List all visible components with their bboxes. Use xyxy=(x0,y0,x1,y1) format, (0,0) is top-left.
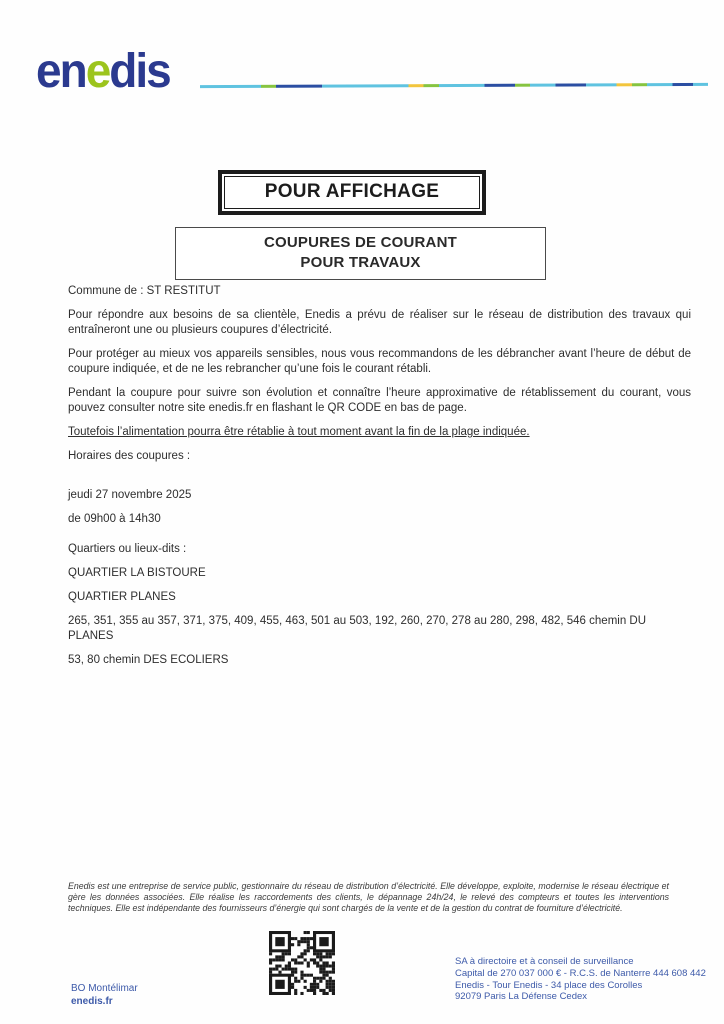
office-block xyxy=(71,982,138,1008)
subject-banner xyxy=(175,227,546,280)
outage-time: de 09h00 à 14h30 xyxy=(68,513,161,525)
commune-line: Commune de : ST RESTITUT xyxy=(68,285,221,297)
quartiers-label: Quartiers ou lieux-dits : xyxy=(68,543,187,555)
company-capital: Capital de 270 037 000 € - R.C.S. de Nanterre 444 608 442 xyxy=(455,967,706,979)
company-address: Enedis - Tour Enedis - 34 place des Corolles xyxy=(455,979,643,991)
schedule-label: Horaires des coupures : xyxy=(68,450,191,462)
qr-code xyxy=(269,931,335,995)
paragraph-intro: Pour répondre aux besoins de sa clientèle, Enedis a prévu de réaliser sur le réseau de distribution des travaux qui entraîneront une ou plusieurs coupures d’électricité. xyxy=(68,309,691,336)
quartier-item: 53, 80 chemin DES ECOLIERS xyxy=(68,654,229,666)
outage-date: jeudi 27 novembre 2025 xyxy=(68,489,192,501)
office-name: BO Montélimar xyxy=(71,983,138,994)
company-city: 92079 Paris La Défense Cedex xyxy=(455,991,588,1003)
logo-text-green: e xyxy=(85,42,110,98)
company-legal-form: SA à directoire et à conseil de surveillance xyxy=(455,956,634,967)
logo-text-blue-left: en xyxy=(36,42,86,98)
header-decorative-line xyxy=(200,83,708,88)
paragraph-underlined: Toutefois l’alimentation pourra être rétablie à tout moment avant la fin de la plage indiquée. xyxy=(68,426,530,438)
schedule-block xyxy=(68,488,691,527)
quartier-item: QUARTIER LA BISTOURE xyxy=(68,567,206,579)
quartiers-block xyxy=(68,542,691,668)
company-address-block xyxy=(455,956,706,1003)
quartier-item: 265, 351, 355 au 357, 371, 375, 409, 455, 463, 501 au 503, 192, 260, 270, 278 au 280, 298, 482, 546 chemin DU PLANES xyxy=(68,615,647,642)
logo-text-blue-right: dis xyxy=(109,42,170,98)
notice-body xyxy=(68,284,691,677)
paragraph-qrcode: Pendant la coupure pour suivre son évolution et connaître l’heure approximative de rétablissement du courant, vous pouvez consulter notre site enedis.fr en flashant le QR CODE en bas de page. xyxy=(68,387,691,414)
website-label: enedis.fr xyxy=(71,996,113,1007)
enedis-logo xyxy=(36,42,170,98)
paragraph-advice: Pour protéger au mieux vos appareils sensibles, nous vous recommandons de les débrancher avant l’heure de début de coupure indiquée, et de ne les rebrancher qu’une fois le courant rétabli. xyxy=(68,348,691,375)
subject-line-2: POUR TRAVAUX xyxy=(300,254,421,271)
quartier-item: QUARTIER PLANES xyxy=(68,591,176,603)
legal-fine-print: Enedis est une entreprise de service public, gestionnaire du réseau de distribution d’électricité. Elle développe, exploite, modernise le réseau électrique et gère les données associées. Elle réalise les raccordements des clients, le dépannage 24h/24, le relevé des compteurs et toutes les interventions techniques. Elle est indépendante des fournisseurs d’énergie qui sont chargés de la vente et de la gestion du contrat de fourniture d’électricité. xyxy=(68,881,669,913)
affichage-banner xyxy=(218,170,486,215)
subject-line-1: COUPURES DE COURANT xyxy=(264,234,457,251)
affichage-banner-title: POUR AFFICHAGE xyxy=(224,176,480,209)
